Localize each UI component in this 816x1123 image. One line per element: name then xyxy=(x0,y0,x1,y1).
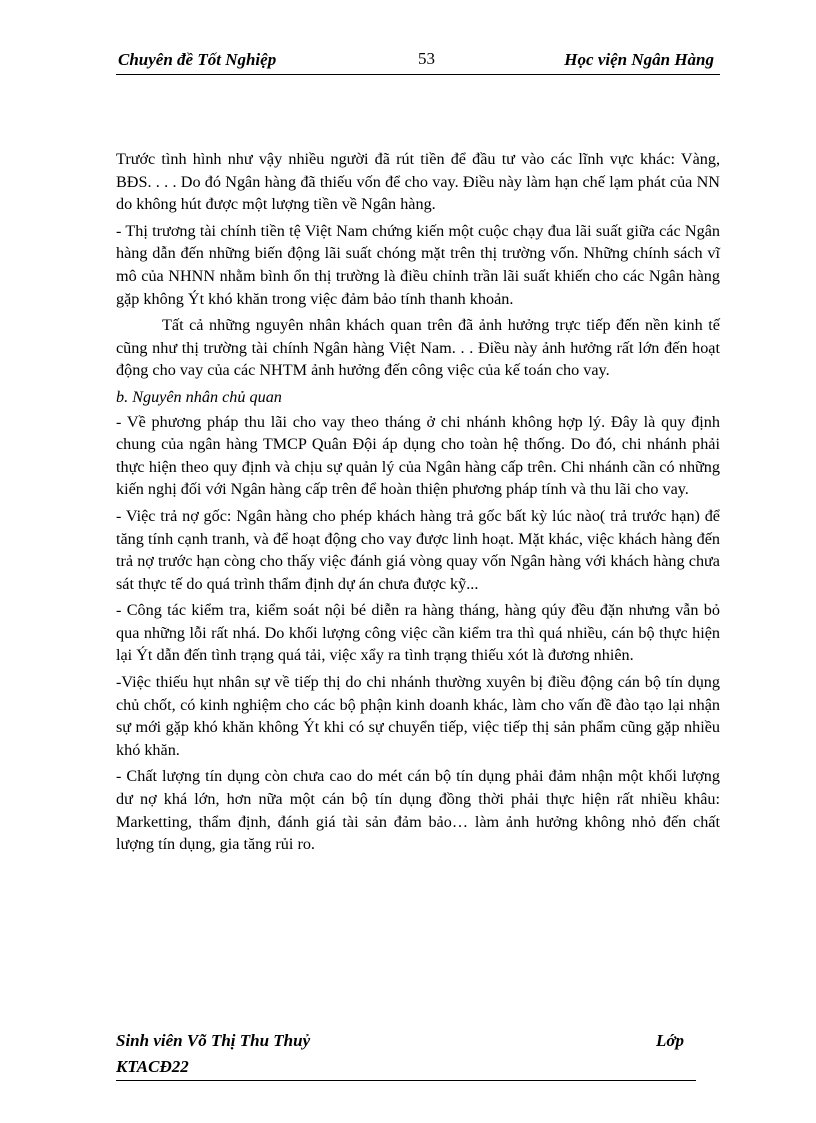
paragraph: - Về phương pháp thu lãi cho vay theo tháng ở chi nhánh không hợp lý. Đây là quy định chung của ngân hàng TMCP Quân Đội áp dụng cho toàn hệ thống. Do đó, chi nhánh phải thực hiện theo quy định và chịu sự quản lý của Ngân hàng cấp trên. Chi nhánh cần có những kiến nghị đối với Ngân hàng cấp trên để hoàn thiện phương pháp tính và thu lãi cho vay. xyxy=(116,412,720,499)
student-name: Sinh viên Võ Thị Thu Thuỷ xyxy=(116,1031,311,1050)
header-title: Chuyên đề Tốt Nghiệp xyxy=(118,50,277,69)
document-body xyxy=(116,148,720,860)
paragraph: - Chất lượng tín dụng còn chưa cao do mét cán bộ tín dụng phải đảm nhận một khối lượng dư nợ khá lớn, hơn nữa một cán bộ tín dụng đồng thời phải thực hiện rất nhiều khâu: Marketting, thẩm định, đánh giá tài sản đảm bảo… làm ảnh hưởng không nhỏ đến chất lượng tín dụng, gia tăng rủi ro. xyxy=(116,767,720,854)
paragraph: - Việc trả nợ gốc: Ngân hàng cho phép khách hàng trả gốc bất kỳ lúc nào( trả trước hạn) để tăng tính cạnh tranh, và để hoạt động cho vay được linh hoạt. Mặt khác, việc khách hàng đến trả nợ trước hạn còng cho thấy việc đánh giá vòng quay vốn Ngân hàng với khách hàng chưa sát thực tế do quá trình thẩm định dự án chưa được kỹ... xyxy=(116,506,720,593)
paragraph: -Việc thiếu hụt nhân sự về tiếp thị do chi nhánh thường xuyên bị điều động cán bộ tín dụng chủ chốt, có kinh nghiệm cho các bộ phận kinh doanh khác, làm cho vấn đề đào tạo lại nhận sự mới gặp khó khăn không Ýt khi có sự chuyển tiếp, việc tiếp thị sản phẩm cũng gặp nhiều khó khăn. xyxy=(116,673,720,759)
paragraph: Trước tình hình như vậy nhiều người đã rút tiền để đầu tư vào các lĩnh vực khác: Vàng, BĐS. . . . Do đó Ngân hàng đã thiếu vốn để cho vay. Điều này làm hạn chế lạm phát của NN do không hút được một lượng tiền về Ngân hàng. xyxy=(116,150,720,214)
section-subheading: b. Nguyên nhân chủ quan xyxy=(116,387,282,406)
paragraph: Tất cả những nguyên nhân khách quan trên đã ảnh hưởng trực tiếp đến nền kinh tế cũng như thị trường tài chính Ngân hàng Việt Nam. . . Điều này ảnh hưởng rất lớn đến hoạt động cho vay của các NHTM ảnh hưởng đến công việc của kế toán cho vay. xyxy=(116,316,720,380)
class-label: Lớp xyxy=(655,1031,684,1050)
page-header xyxy=(116,46,720,75)
page-footer xyxy=(116,1028,696,1081)
paragraph: - Thị trương tài chính tiền tệ Việt Nam chứng kiến một cuộc chạy đua lãi suất giữa các Ngân hàng dẫn đến những biến động lãi suất chóng mặt trên thị trường vốn. Những chính sách vĩ mô của NHNN nhằm bình ổn thị trường là điều chỉnh trần lãi suất khiến cho các Ngân hàng gặp không Ýt khó khăn trong việc đảm bảo tính thanh khoản. xyxy=(116,221,720,308)
header-institution: Học viện Ngân Hàng xyxy=(564,50,714,69)
page-number: 53 xyxy=(418,49,435,68)
paragraph: - Công tác kiểm tra, kiểm soát nội bé diễn ra hàng tháng, hàng qúy đều đặn nhưng vẫn bỏ qua những lỗi rất nhá. Do khối lượng công việc cần kiểm tra thì quá nhiều, cán bộ thực hiện lại Ýt dẫn đến tình trạng quá tải, việc xẩy ra tình trạng thiếu xót là đương nhiên. xyxy=(116,601,720,665)
class-code: KTACĐ22 xyxy=(116,1057,189,1076)
